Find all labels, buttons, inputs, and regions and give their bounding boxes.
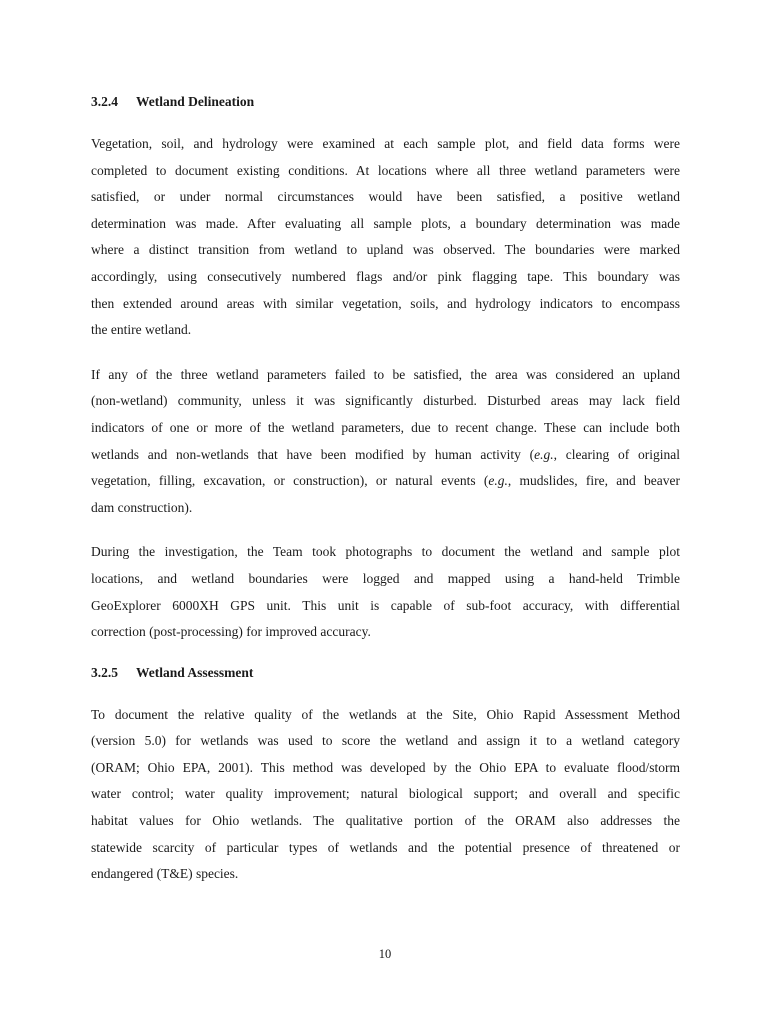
text-line: Vegetation, soil, and hydrology were examined at each sample plot, and field data forms were [91, 136, 680, 151]
page-number: 10 [378, 947, 392, 961]
text-line: completed to document existing conditions. At locations where all three wetland parameters were [91, 162, 680, 178]
text-line: (non-wetland) community, unless it was significantly disturbed. Disturbed areas may lack field [91, 393, 680, 409]
text-line: If any of the three wetland parameters failed to be satisfied, the area was considered an upland [91, 366, 680, 382]
text-line: then extended around areas with similar vegetation, soils, and hydrology indicators to encompass [91, 295, 680, 311]
text-line: correction (post-processing) for improved accuracy. [91, 624, 371, 640]
text-run: , clearing of original [553, 446, 681, 462]
text-run: , mudslides, fire, and beaver [507, 473, 680, 489]
section-number: 3.2.4 [91, 94, 118, 109]
text-line: To document the relative quality of the wetlands at the Site, Ohio Rapid Assessment Method [91, 706, 680, 722]
text-line: satisfied, or under normal circumstances would have been satisfied, a positive wetland [91, 189, 680, 205]
text-line: determination was made. After evaluating all sample plots, a boundary determination was made [91, 215, 680, 231]
text-line: indicators of one or more of the wetland parameters, due to recent change. These can include both [91, 419, 680, 435]
text-line: dam construction). [91, 499, 193, 515]
text-line: endangered (T&E) species. [91, 866, 239, 882]
text-line: During the investigation, the Team took photographs to document the wetland and sample plot [91, 544, 680, 560]
paragraph-upland-criteria [91, 362, 680, 522]
text-run: vegetation, filling, excavation, or construction), or natural events ( [91, 473, 489, 489]
page-body [91, 92, 680, 888]
text-line: the entire wetland. [91, 322, 192, 338]
paragraph-delineation-methods [91, 131, 680, 344]
text-line: locations, and wetland boundaries were logged and mapped using a hand-held Trimble [91, 570, 680, 586]
section-heading-wetland-delineation [91, 92, 680, 112]
text-line: water control; water quality improvement; natural biological support; and overall and specific [91, 786, 680, 802]
text-line: (version 5.0) for wetlands was used to score the wetland and assign it to a wetland category [91, 733, 680, 749]
text-line: GeoExplorer 6000XH GPS unit. This unit is capable of sub-foot accuracy, with differential [91, 597, 680, 613]
italic-text: e.g. [534, 446, 554, 462]
section-heading-wetland-assessment [91, 663, 680, 683]
paragraph-oram-assessment [91, 702, 680, 888]
paragraph-investigation-gps [91, 539, 680, 645]
text-line: (ORAM; Ohio EPA, 2001). This method was developed by the Ohio EPA to evaluate flood/storm [91, 759, 680, 775]
section-number: 3.2.5 [91, 664, 118, 680]
italic-text: e.g. [488, 473, 508, 489]
text-line [91, 468, 680, 495]
text-line [91, 442, 680, 469]
text-line: where a distinct transition from wetland to upland was observed. The boundaries were marked [91, 242, 680, 258]
text-line: statewide scarcity of particular types of wetlands and the potential presence of threatened or [91, 839, 680, 855]
text-line: accordingly, using consecutively numbered flags and/or pink flagging tape. This boundary was [91, 268, 680, 284]
text-line: habitat values for Ohio wetlands. The qualitative portion of the ORAM also addresses the [91, 813, 680, 829]
section-title: Wetland Assessment [136, 664, 254, 680]
text-run: wetlands and non-wetlands that have been modified by human activity ( [91, 446, 535, 462]
section-title: Wetland Delineation [136, 94, 255, 109]
